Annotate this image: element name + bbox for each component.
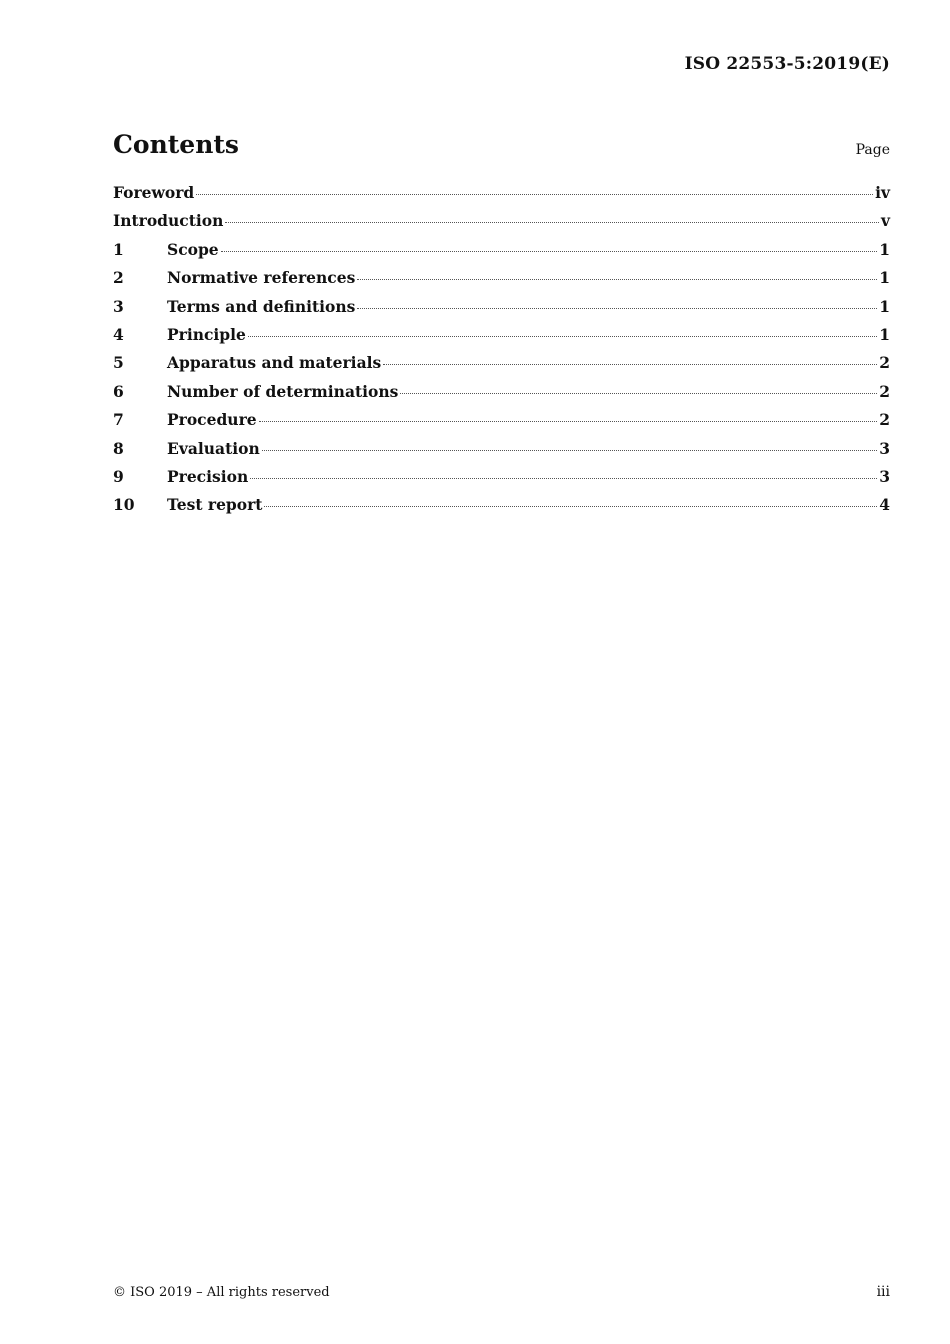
toc-entry-test-report[interactable] <box>113 495 890 523</box>
toc-entry-evaluation[interactable] <box>113 439 890 467</box>
toc-entry-title: Test report <box>167 495 263 515</box>
toc-entry-page: 1 <box>879 268 890 288</box>
dot-leader <box>250 478 877 479</box>
toc-entry-title: Evaluation <box>167 438 260 458</box>
toc-entry-title: Scope <box>167 239 219 259</box>
toc-entry-number: 3 <box>113 296 124 316</box>
toc-entry-procedure[interactable] <box>113 410 890 438</box>
dot-leader <box>264 506 877 507</box>
toc-entry-page: 1 <box>879 239 890 259</box>
toc-entry-number: 10 <box>113 495 135 515</box>
toc-entry-page: 2 <box>879 381 890 401</box>
footer-page-number: iii <box>876 1284 890 1300</box>
toc-entry-title: Procedure <box>167 410 257 430</box>
toc-entry-terms-and-definitions[interactable] <box>113 297 890 325</box>
toc-entry-number: 7 <box>113 410 124 430</box>
dot-leader <box>225 222 879 223</box>
toc-entry-title: Foreword <box>113 183 195 202</box>
toc-entry-page: 4 <box>879 495 890 515</box>
toc-entry-scope[interactable] <box>113 240 890 268</box>
toc-entry-principle[interactable] <box>113 325 890 353</box>
toc-entry-number-of-determinations[interactable] <box>113 382 890 410</box>
toc-entry-title: Apparatus and materials <box>167 353 382 373</box>
dot-leader <box>400 393 877 394</box>
toc-entry-number: 4 <box>113 324 124 344</box>
toc-entry-normative-references[interactable] <box>113 268 890 296</box>
dot-leader <box>196 194 873 195</box>
toc-entry-title: Normative references <box>167 268 356 288</box>
toc-entry-title: Principle <box>167 324 246 344</box>
document-id: ISO 22553-5:2019(E) <box>684 54 890 74</box>
toc-entry-number: 8 <box>113 438 124 458</box>
toc-entry-page: 1 <box>879 324 890 344</box>
toc-entry-title: Terms and definitions <box>167 296 356 316</box>
toc-entry-page: 2 <box>879 353 890 373</box>
dot-leader <box>262 450 877 451</box>
toc-entry-title: Number of determinations <box>167 381 399 401</box>
contents-title: Contents <box>113 130 240 159</box>
toc-entry-page: 3 <box>879 438 890 458</box>
dot-leader <box>357 279 877 280</box>
toc-entry-page: iv <box>875 183 890 202</box>
toc-entry-number: 5 <box>113 353 124 373</box>
toc-entry-foreword[interactable] <box>113 183 890 211</box>
table-of-contents <box>113 183 890 524</box>
toc-entry-page: 2 <box>879 410 890 430</box>
toc-entry-title: Precision <box>167 466 249 486</box>
toc-entry-number: 9 <box>113 466 124 486</box>
dot-leader <box>259 421 878 422</box>
page-column-label: Page <box>855 142 890 158</box>
dot-leader <box>221 251 878 252</box>
toc-entry-precision[interactable] <box>113 467 890 495</box>
toc-entry-page: 3 <box>879 466 890 486</box>
toc-entry-introduction[interactable] <box>113 211 890 239</box>
toc-entry-apparatus-and-materials[interactable] <box>113 353 890 381</box>
toc-entry-number: 6 <box>113 381 124 401</box>
dot-leader <box>383 364 877 365</box>
toc-entry-page: 1 <box>879 296 890 316</box>
toc-entry-page: v <box>880 211 890 231</box>
toc-entry-number: 1 <box>113 239 124 259</box>
toc-entry-title: Introduction <box>113 211 224 231</box>
contents-header <box>113 130 890 164</box>
toc-entry-number: 2 <box>113 268 124 288</box>
footer-copyright: © ISO 2019 – All rights reserved <box>113 1285 330 1300</box>
dot-leader <box>357 308 877 309</box>
dot-leader <box>248 336 877 337</box>
